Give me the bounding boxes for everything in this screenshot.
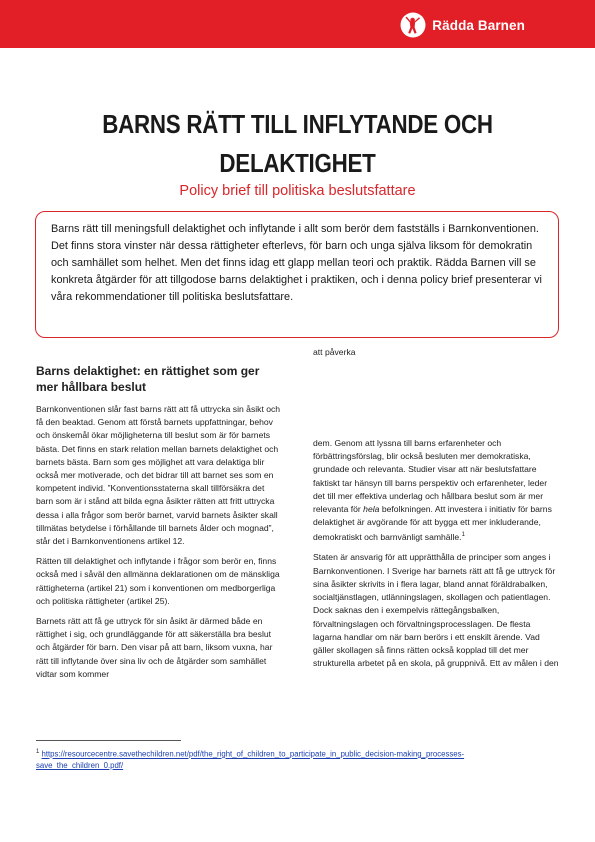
paragraph: Barnkonventionen slår fast barns rätt att få uttrycka sin åsikt och få den beaktad. Genom att förstå barnets uppfattningar, behov och önskemål ökar möjligheterna till beslut som är för barnets bästa. Det finns en stark relation mellan barnets delaktighet och barnets bästa. Barn som ges möjlighet att vara delaktiga blir också mer motiverade, och det bidrar till att barnet ses som en kompetent individ. ”Konventionsstaterna skall tillförsäkra det barn som är i stånd att bilda egna åsikter rätten att fritt uttrycka dessa i alla frågor som berör barnet, varvid barnets åsikter skall tillmätas betydelse i förhållande till barnets ålder och mognad”, står det i Barnkonventionens artikel 12. xyxy=(36,404,281,547)
rädda-barnen-logo[interactable] xyxy=(400,12,525,38)
paragraph-text: befolkningen. Att investera i initiativ för barns delaktighet är avgörande för att bygga ett mer inkluderande, demokratiskt och barnvänligt samhälle. xyxy=(313,504,552,543)
footnote-link[interactable]: https://resourcecentre.savethechildren.net/pdf/the_right_of_children_to_participate_in_public_decision-making_processes-save_the_children_0.pdf/ xyxy=(36,749,465,770)
paragraph xyxy=(313,437,560,544)
logo-text: Rädda Barnen xyxy=(432,17,525,33)
left-column xyxy=(36,403,281,688)
right-column xyxy=(313,437,560,677)
footnote-reference[interactable]: 1 xyxy=(461,532,465,539)
emphasis: hela xyxy=(363,504,380,515)
section-heading: Barns delaktighet: en rättighet som ger mer hållbara beslut xyxy=(36,364,260,394)
footnote-number: 1 xyxy=(36,749,40,755)
paragraph: Staten är ansvarig för att upprätthålla de principer som anges i Barnkonventionen. I Sverige har barnets rätt att få ge uttryck för sina åsikter skrivits in i flera lagar, bland annat föräldrabalken, socialtjänstlagen, utlänningslagen, skollagen och patientlagen. Dock saknas den i exempelvis rättegångsbalken, förvaltningslagen och förvaltningsprocesslagen. De flesta lagarna handlar om när barn berörs i ett enskilt ärende. Vad gäller skollagen så finns rätten också kopplad till det mer strukturella arbetet på en skola, på gruppnivå. Ett av målen i den xyxy=(313,552,559,669)
page-subtitle: Policy brief till politiska beslutsfattare xyxy=(179,183,416,199)
paragraph: Rätten till delaktighet och inflytande i frågor som berör en, finns också med i såväl den allmänna deklarationen om de mänskliga rättigheterna (artikel 21) som i konventionen om medborgerliga och politiska rättigheter (artikel 25). xyxy=(36,556,280,606)
footnote-divider xyxy=(36,740,181,741)
brand-header-bar xyxy=(0,0,595,48)
footnote xyxy=(36,747,546,771)
page-title: BARNS RÄTT TILL INFLYTANDE OCH DELAKTIGHET xyxy=(102,109,493,178)
child-with-raised-arms-icon xyxy=(400,12,426,38)
paragraph-text: dem. Genom att lyssna till barns erfarenheter och förbättringsförslag, blir också besluten mer demokratiska, grundade och relevanta. Studier visar att när beslutsfattare faktiskt tar hänsyn till barns perspektiv och erfarenheter, leder det till mer effektiva underlag och hållbara beslut som är mer relevanta för xyxy=(313,438,548,515)
paragraph: Barnets rätt att få ge uttryck för sin åsikt är därmed både en rättighet i sig, och grundläggande för att säkerställa bra beslut och åtgärder för barn. Den visar på att barn, liksom vuxna, har rätt till inflytande över sina liv och de åtgärder som samhället vidtar som kommer xyxy=(36,616,273,679)
intro-summary-box: Barns rätt till meningsfull delaktighet och inflytande i allt som berör dem fastställs i Barnkonventionen. Det finns stora vinster när dessa rättigheter efterlevs, för barn och unga själva liksom för demokratin och samhället som helhet. Men det finns idag ett glapp mellan teori och praktik. Rädda Barnen vill se konkreta åtgärder för att tillgodose barns delaktighet i praktiken, och i denna policy brief presenterar vi våra rekommendationer till politiska beslutsfattare. xyxy=(35,211,559,338)
column-fragment: att påverka xyxy=(313,347,356,357)
